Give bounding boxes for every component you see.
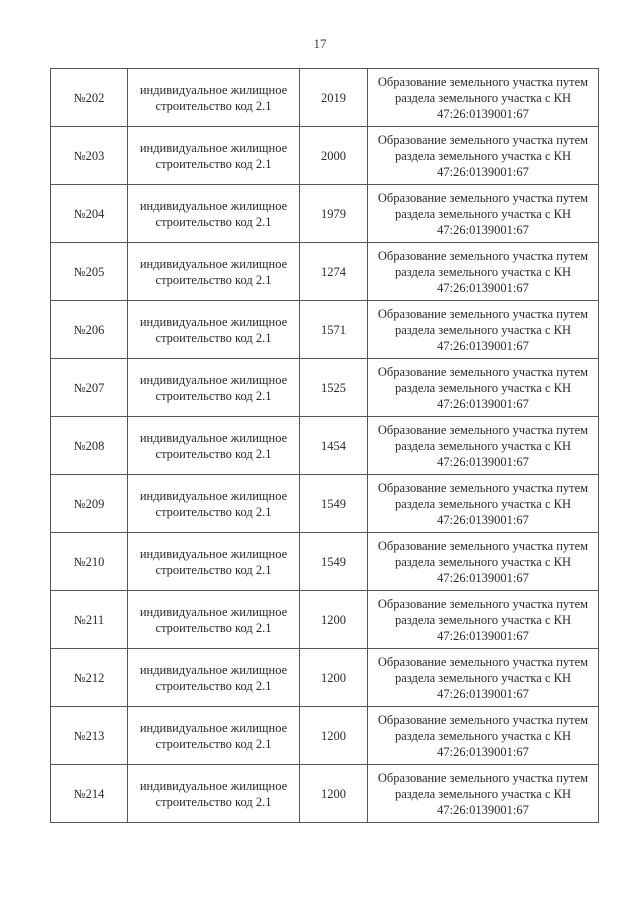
permitted-use-code: строительство код 2.1 <box>155 736 272 751</box>
formation-method <box>368 185 599 243</box>
cadastral-number: 47:26:0139001:67 <box>437 280 529 295</box>
plot-area: 1979 <box>300 185 368 243</box>
table-row <box>51 649 599 707</box>
cadastral-number: 47:26:0139001:67 <box>437 454 529 469</box>
permitted-use <box>128 475 300 533</box>
permitted-use-code: строительство код 2.1 <box>155 678 272 693</box>
table-row <box>51 69 599 127</box>
formation-method-line: раздела земельного участка с КН <box>394 90 572 105</box>
permitted-use-code: строительство код 2.1 <box>155 794 272 809</box>
cadastral-number: 47:26:0139001:67 <box>437 744 529 759</box>
permitted-use <box>128 127 300 185</box>
formation-method-line: раздела земельного участка с КН <box>394 786 572 801</box>
plot-number: №211 <box>51 591 128 649</box>
permitted-use <box>128 591 300 649</box>
formation-method <box>368 765 599 823</box>
plot-number: №209 <box>51 475 128 533</box>
formation-method-line: Образование земельного участка путем <box>377 248 589 263</box>
formation-method-line: раздела земельного участка с КН <box>394 554 572 569</box>
table-row <box>51 591 599 649</box>
cadastral-number: 47:26:0139001:67 <box>437 106 529 121</box>
plot-area: 1274 <box>300 243 368 301</box>
plot-number: №210 <box>51 533 128 591</box>
permitted-use-line: индивидуальное жилищное <box>139 314 288 329</box>
permitted-use-line: индивидуальное жилищное <box>139 140 288 155</box>
permitted-use <box>128 417 300 475</box>
formation-method-line: Образование земельного участка путем <box>377 712 589 727</box>
cadastral-number: 47:26:0139001:67 <box>437 222 529 237</box>
cadastral-number: 47:26:0139001:67 <box>437 686 529 701</box>
plot-area: 1525 <box>300 359 368 417</box>
cadastral-number: 47:26:0139001:67 <box>437 338 529 353</box>
permitted-use-code: строительство код 2.1 <box>155 504 272 519</box>
cadastral-number: 47:26:0139001:67 <box>437 570 529 585</box>
plot-area: 1454 <box>300 417 368 475</box>
permitted-use-line: индивидуальное жилищное <box>139 256 288 271</box>
formation-method <box>368 127 599 185</box>
permitted-use-code: строительство код 2.1 <box>155 562 272 577</box>
permitted-use-line: индивидуальное жилищное <box>139 720 288 735</box>
permitted-use-line: индивидуальное жилищное <box>139 372 288 387</box>
cadastral-number: 47:26:0139001:67 <box>437 396 529 411</box>
permitted-use-code: строительство код 2.1 <box>155 330 272 345</box>
table-row <box>51 475 599 533</box>
formation-method <box>368 69 599 127</box>
permitted-use-line: индивидуальное жилищное <box>139 662 288 677</box>
table-row <box>51 243 599 301</box>
table-row <box>51 417 599 475</box>
formation-method-line: Образование земельного участка путем <box>377 306 589 321</box>
permitted-use <box>128 533 300 591</box>
formation-method <box>368 359 599 417</box>
page-number: 17 <box>313 36 327 51</box>
formation-method <box>368 301 599 359</box>
plot-number: №204 <box>51 185 128 243</box>
formation-method-line: Образование земельного участка путем <box>377 538 589 553</box>
permitted-use-code: строительство код 2.1 <box>155 156 272 171</box>
formation-method-line: раздела земельного участка с КН <box>394 380 572 395</box>
formation-method-line: раздела земельного участка с КН <box>394 496 572 511</box>
formation-method-line: раздела земельного участка с КН <box>394 728 572 743</box>
plot-number: №213 <box>51 707 128 765</box>
formation-method-line: раздела земельного участка с КН <box>394 438 572 453</box>
permitted-use-line: индивидуальное жилищное <box>139 198 288 213</box>
permitted-use-line: индивидуальное жилищное <box>139 430 288 445</box>
plot-area: 1549 <box>300 475 368 533</box>
formation-method-line: Образование земельного участка путем <box>377 132 589 147</box>
permitted-use-line: индивидуальное жилищное <box>139 82 288 97</box>
permitted-use <box>128 69 300 127</box>
permitted-use <box>128 301 300 359</box>
plot-number: №212 <box>51 649 128 707</box>
formation-method-line: Образование земельного участка путем <box>377 74 589 89</box>
plot-area: 2000 <box>300 127 368 185</box>
table-row <box>51 301 599 359</box>
formation-method-line: Образование земельного участка путем <box>377 480 589 495</box>
plot-number: №203 <box>51 127 128 185</box>
formation-method <box>368 533 599 591</box>
formation-method <box>368 417 599 475</box>
permitted-use <box>128 185 300 243</box>
land-plot-table-body <box>51 69 599 823</box>
table-row <box>51 765 599 823</box>
formation-method-line: раздела земельного участка с КН <box>394 148 572 163</box>
plot-number: №207 <box>51 359 128 417</box>
plot-area: 1200 <box>300 765 368 823</box>
formation-method-line: Образование земельного участка путем <box>377 364 589 379</box>
formation-method-line: Образование земельного участка путем <box>377 190 589 205</box>
table-row <box>51 127 599 185</box>
permitted-use-line: индивидуальное жилищное <box>139 488 288 503</box>
table-row <box>51 185 599 243</box>
permitted-use-line: индивидуальное жилищное <box>139 778 288 793</box>
formation-method <box>368 591 599 649</box>
plot-area: 1200 <box>300 649 368 707</box>
cadastral-number: 47:26:0139001:67 <box>437 628 529 643</box>
permitted-use <box>128 243 300 301</box>
plot-area: 1200 <box>300 591 368 649</box>
permitted-use <box>128 707 300 765</box>
formation-method-line: раздела земельного участка с КН <box>394 206 572 221</box>
cadastral-number: 47:26:0139001:67 <box>437 512 529 527</box>
permitted-use-code: строительство код 2.1 <box>155 620 272 635</box>
permitted-use <box>128 649 300 707</box>
plot-area: 1549 <box>300 533 368 591</box>
permitted-use-code: строительство код 2.1 <box>155 214 272 229</box>
formation-method <box>368 649 599 707</box>
plot-area: 2019 <box>300 69 368 127</box>
formation-method-line: Образование земельного участка путем <box>377 770 589 785</box>
permitted-use-code: строительство код 2.1 <box>155 272 272 287</box>
plot-number: №206 <box>51 301 128 359</box>
cadastral-number: 47:26:0139001:67 <box>437 164 529 179</box>
plot-number: №202 <box>51 69 128 127</box>
cadastral-number: 47:26:0139001:67 <box>437 802 529 817</box>
formation-method <box>368 707 599 765</box>
formation-method <box>368 475 599 533</box>
permitted-use-code: строительство код 2.1 <box>155 98 272 113</box>
formation-method-line: Образование земельного участка путем <box>377 596 589 611</box>
permitted-use <box>128 359 300 417</box>
permitted-use-line: индивидуальное жилищное <box>139 546 288 561</box>
formation-method-line: раздела земельного участка с КН <box>394 612 572 627</box>
formation-method-line: раздела земельного участка с КН <box>394 264 572 279</box>
permitted-use-code: строительство код 2.1 <box>155 388 272 403</box>
plot-number: №205 <box>51 243 128 301</box>
permitted-use-code: строительство код 2.1 <box>155 446 272 461</box>
formation-method-line: раздела земельного участка с КН <box>394 322 572 337</box>
permitted-use-line: индивидуальное жилищное <box>139 604 288 619</box>
plot-number: №208 <box>51 417 128 475</box>
plot-number: №214 <box>51 765 128 823</box>
plot-area: 1200 <box>300 707 368 765</box>
land-plot-table <box>50 68 599 823</box>
table-row <box>51 359 599 417</box>
table-row <box>51 707 599 765</box>
plot-area: 1571 <box>300 301 368 359</box>
formation-method-line: Образование земельного участка путем <box>377 654 589 669</box>
permitted-use <box>128 765 300 823</box>
formation-method <box>368 243 599 301</box>
table-row <box>51 533 599 591</box>
formation-method-line: раздела земельного участка с КН <box>394 670 572 685</box>
formation-method-line: Образование земельного участка путем <box>377 422 589 437</box>
